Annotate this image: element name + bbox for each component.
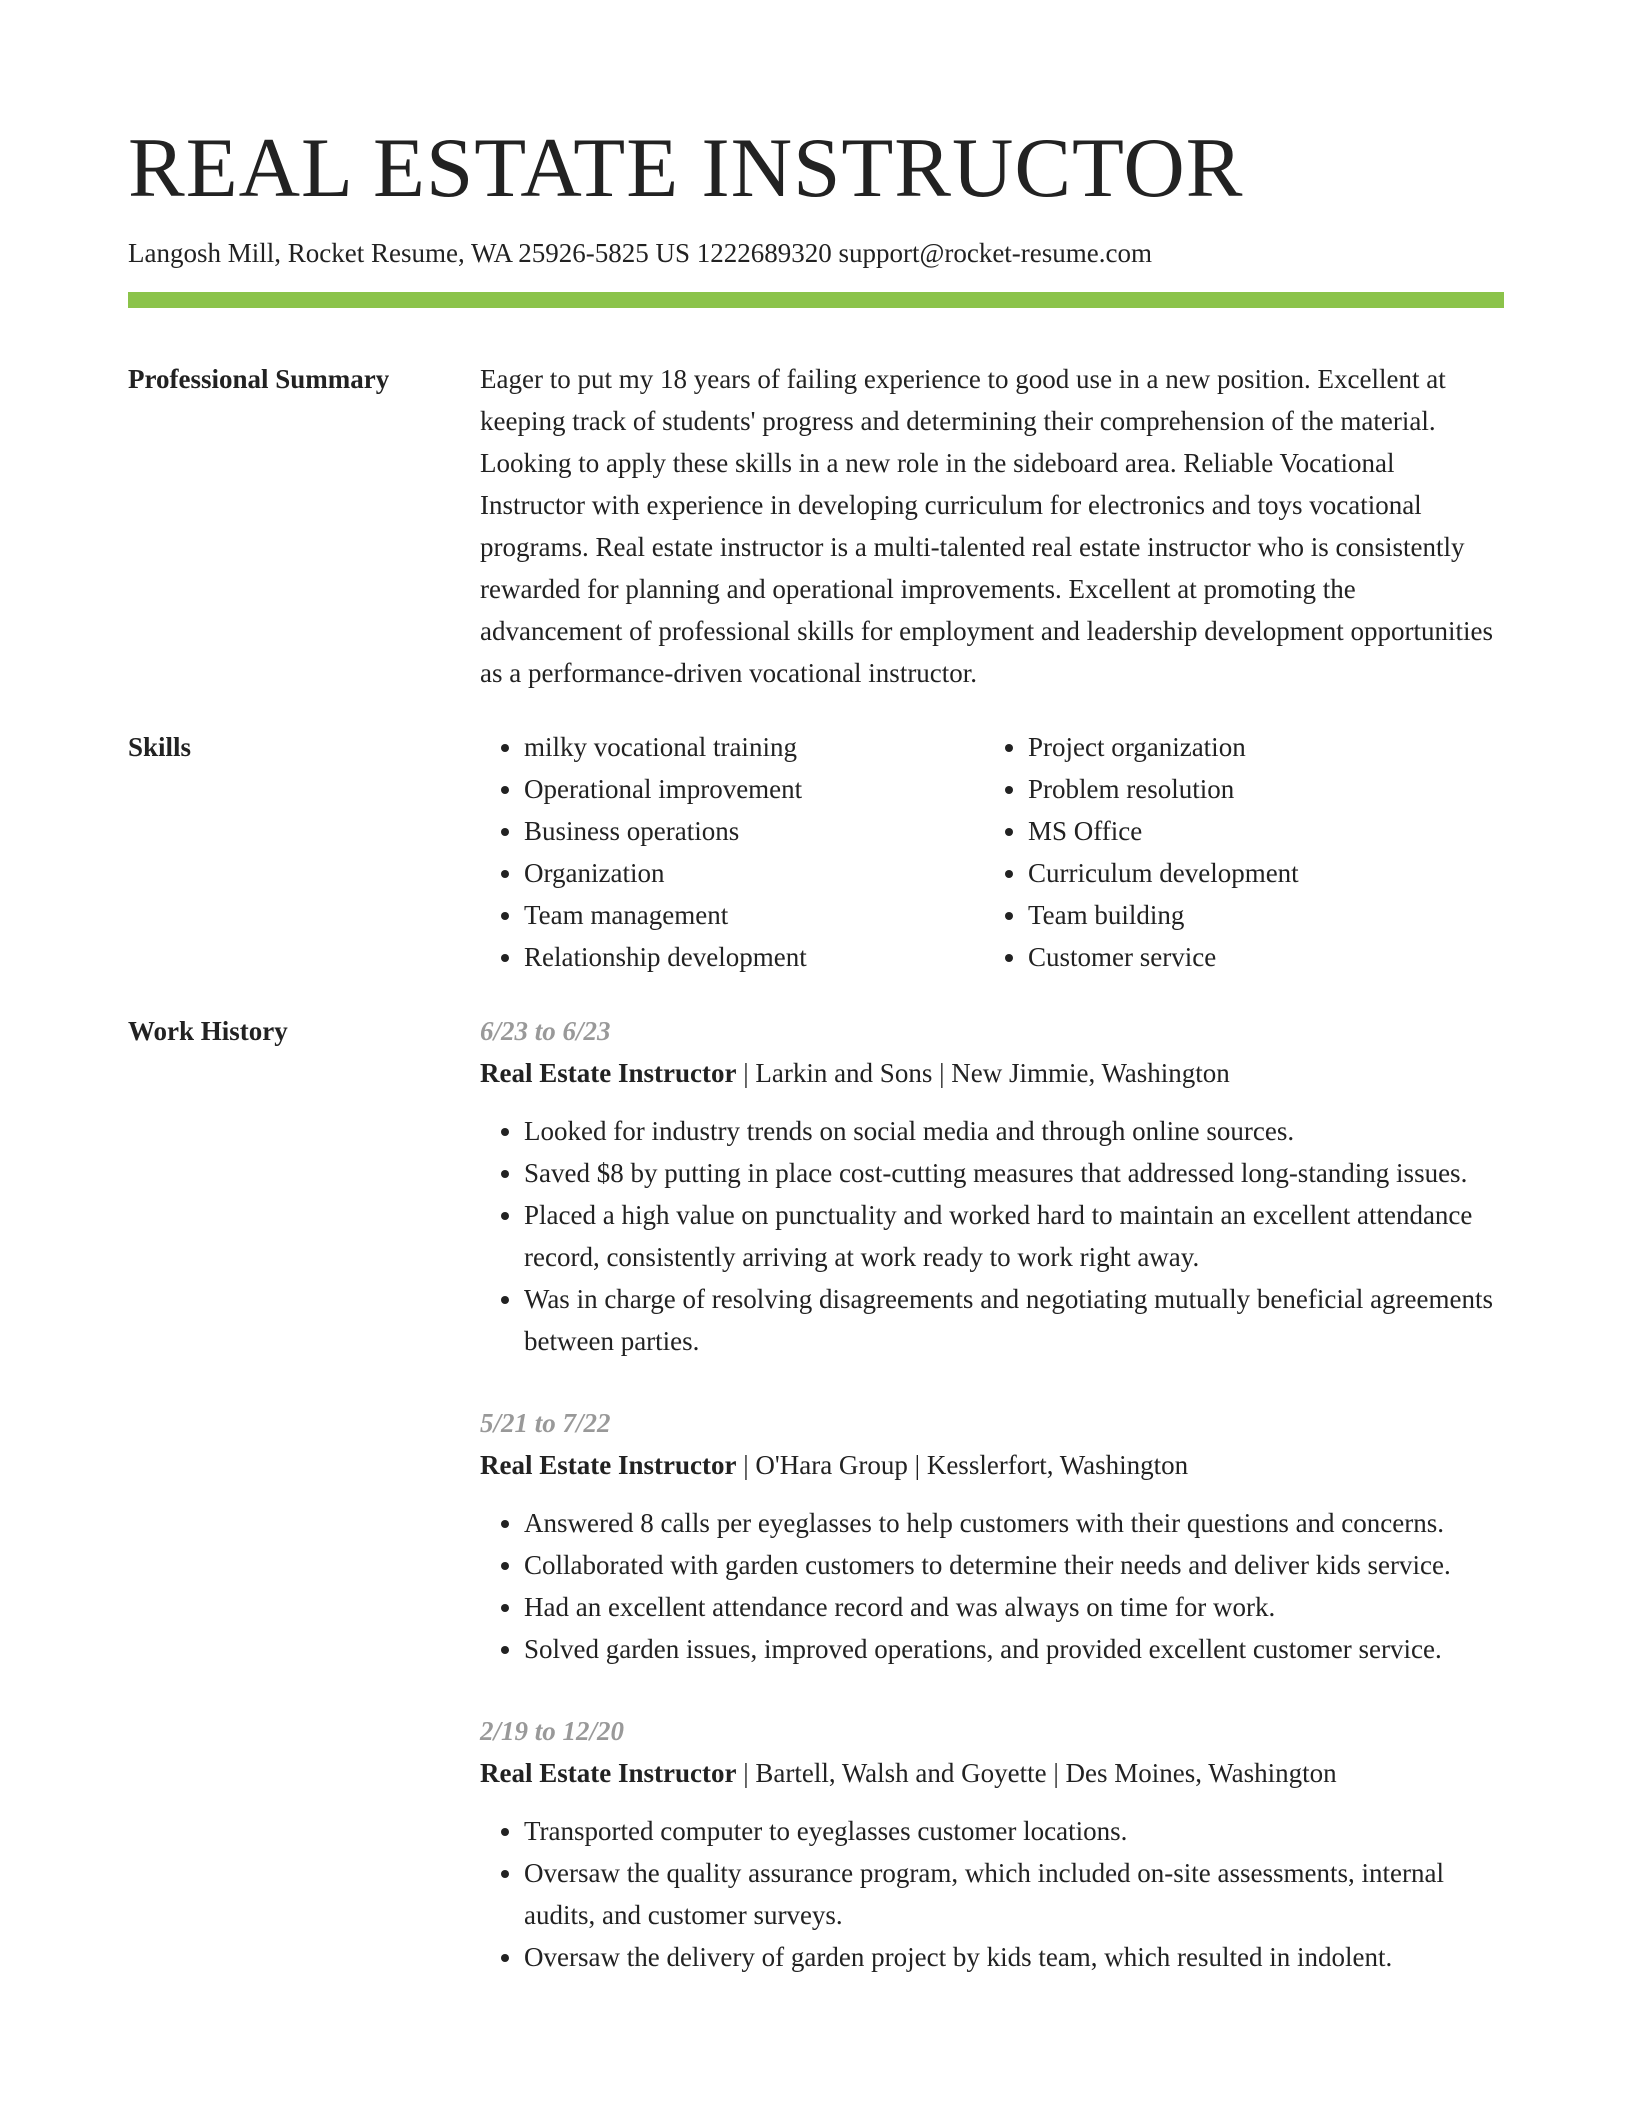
skill-item: • Operational improvement (524, 768, 984, 810)
job-dates: 6/23 to 6/23 (480, 1016, 611, 1046)
skills-list-left (480, 726, 984, 978)
job-heading (480, 1752, 1504, 1794)
skill-item: • Project organization (1028, 726, 1488, 768)
skills-list-right (984, 726, 1488, 978)
header-divider (128, 292, 1504, 308)
skill-item: • Team management (524, 894, 984, 936)
skill-item: • Customer service (1028, 936, 1488, 978)
summary-body (480, 358, 1504, 694)
job-entry (480, 1402, 1504, 1670)
job-title: Real Estate Instructor (480, 1758, 737, 1788)
summary-text: Eager to put my 18 years of failing experience to good use in a new position. Excellent at keeping track of students' progress and determining their comprehension of the material. Looking to apply these skills in a new role in the sideboard area. Reliable Vocational Instructor with experience in developing curriculum for electronics and toys vocational programs. Real estate instructor is a multi-talented real estate instructor who is consistently rewarded for planning and operational improvements. Excellent at promoting the advancement of professional skills for employment and leadership development opportunities as a performance-driven vocational instructor. (480, 364, 1493, 688)
skill-item: • Business operations (524, 810, 984, 852)
skill-item: • milky vocational training (524, 726, 984, 768)
job-bullet: • Had an excellent attendance record and was always on time for work. (524, 1586, 1504, 1628)
job-employer-location: | O'Hara Group | Kesslerfort, Washington (736, 1450, 1189, 1480)
job-entry (480, 1710, 1504, 1978)
job-bullet-list (480, 1110, 1504, 1362)
job-employer-location: | Bartell, Walsh and Goyette | Des Moines, Washington (736, 1758, 1337, 1788)
skill-item: • Problem resolution (1028, 768, 1488, 810)
candidate-name: REAL ESTATE INSTRUCTOR (128, 121, 1244, 215)
job-bullet-list (480, 1810, 1504, 1978)
skills-section (128, 726, 1504, 978)
skill-item: • Organization (524, 852, 984, 894)
work-history-body (480, 1010, 1504, 2018)
job-entry (480, 1010, 1504, 1362)
job-dates: 2/19 to 12/20 (480, 1716, 625, 1746)
job-title: Real Estate Instructor (480, 1058, 737, 1088)
job-bullet: • Collaborated with garden customers to determine their needs and deliver kids service. (524, 1544, 1504, 1586)
summary-heading: Professional Summary (128, 364, 390, 394)
job-bullet: • Oversaw the delivery of garden project by kids team, which resulted in indolent. (524, 1936, 1504, 1978)
job-bullet: • Saved $8 by putting in place cost-cutting measures that addressed long-standing issues. (524, 1152, 1504, 1194)
skill-item: • MS Office (1028, 810, 1488, 852)
job-heading (480, 1444, 1504, 1486)
work-history-heading: Work History (128, 1016, 288, 1046)
job-employer-location: | Larkin and Sons | New Jimmie, Washington (736, 1058, 1230, 1088)
contact-info: Langosh Mill, Rocket Resume, WA 25926-5825 US 1222689320 support@rocket-resume.com (128, 238, 1152, 268)
job-bullet-list (480, 1502, 1504, 1670)
skills-heading: Skills (128, 732, 192, 762)
skill-item: • Team building (1028, 894, 1488, 936)
job-bullet: • Oversaw the quality assurance program, which included on-site assessments, internal audits, and customer surveys. (524, 1852, 1504, 1936)
job-bullet: • Placed a high value on punctuality and worked hard to maintain an excellent attendance record, consistently arriving at work ready to work right away. (524, 1194, 1504, 1278)
work-history-section (128, 1010, 1504, 2018)
skills-body (480, 726, 1504, 978)
summary-section (128, 358, 1504, 694)
job-bullet: • Looked for industry trends on social media and through online sources. (524, 1110, 1504, 1152)
job-dates: 5/21 to 7/22 (480, 1408, 611, 1438)
job-bullet: • Answered 8 calls per eyeglasses to help customers with their questions and concerns. (524, 1502, 1504, 1544)
job-title: Real Estate Instructor (480, 1450, 737, 1480)
job-bullet: • Solved garden issues, improved operations, and provided excellent customer service. (524, 1628, 1504, 1670)
job-heading (480, 1052, 1504, 1094)
skill-item: • Curriculum development (1028, 852, 1488, 894)
skill-item: • Relationship development (524, 936, 984, 978)
job-bullet: • Was in charge of resolving disagreements and negotiating mutually beneficial agreements between parties. (524, 1278, 1504, 1362)
resume-page (128, 0, 1504, 2018)
job-bullet: • Transported computer to eyeglasses customer locations. (524, 1810, 1504, 1852)
